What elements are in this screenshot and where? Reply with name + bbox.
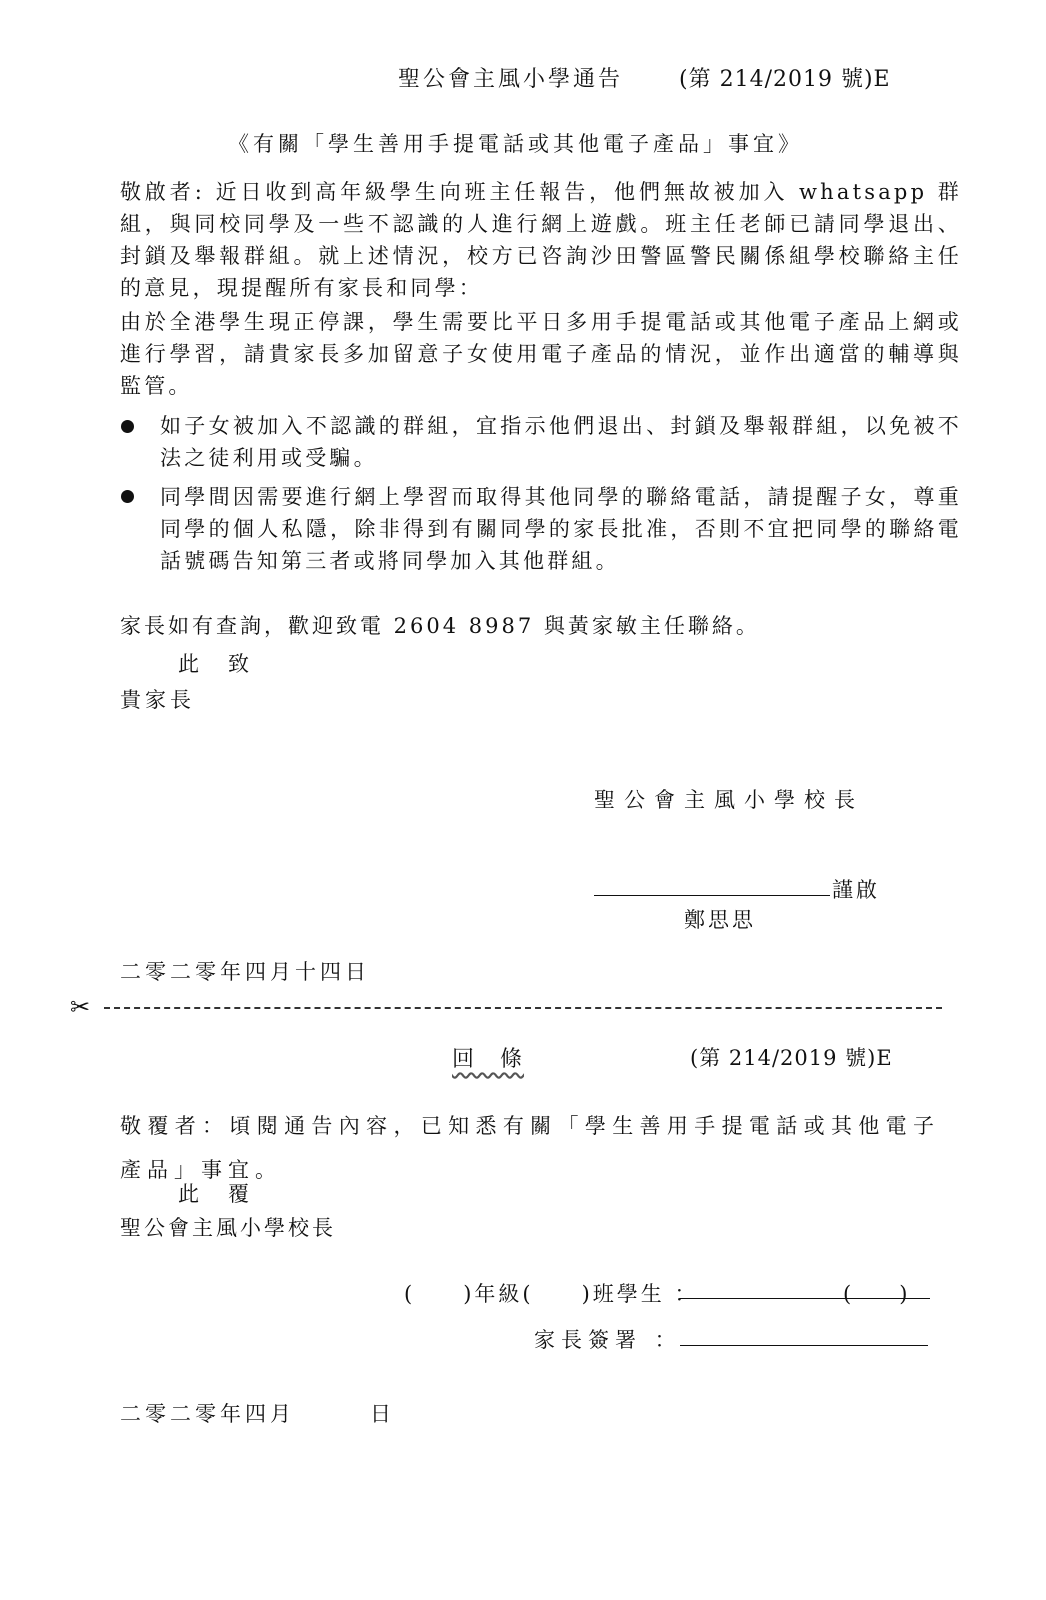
parent-signature-field[interactable] [680, 1345, 928, 1346]
signer-name: 鄭思思 [684, 908, 756, 932]
reply-paragraph: 敬覆者：頃閱通告內容，已知悉有關「學生善用手提電話或其他電子產品」事宜。 [120, 1114, 940, 1182]
bullet-item: 如子女被加入不認識的群組，宜指示他們退出、封鎖及舉報群組，以免被不法之徒利用或受騙。 [160, 414, 962, 470]
bullet-dot-icon [121, 490, 134, 503]
reply-addressee: 聖公會主風小學校長 [120, 1216, 336, 1240]
parent-signature-label: 家長簽署 ： [534, 1328, 682, 1352]
signoff-text: 謹啟 [832, 878, 880, 902]
cut-line [70, 995, 942, 1021]
reply-slip-title: 回 條 [452, 1047, 525, 1072]
signer-title: 聖公會主風小學校長 [594, 788, 864, 812]
student-number-field[interactable]: ( ) [843, 1282, 910, 1306]
reply-closing: 此 覆 [178, 1182, 253, 1206]
reply-number: (第 214/2019 號)E [690, 1046, 893, 1070]
notice-number: (第 214/2019 號)E [679, 67, 891, 92]
notice-paragraph-1: 敬啟者: 近日收到高年級學生向班主任報告，他們無故被加入 whatsapp 群組，與同校同學及一些不認識的人進行網上遊戲。班主任老師已請同學退出、封鎖及舉報群組。就上述情況，校方已咨詢沙田警區警民關係組學校聯絡主任的意見，現提醒所有家長和同學： [120, 180, 962, 300]
notice-date: 二零二零年四月十四日 [120, 960, 370, 984]
school-notice-heading: 聖公會主風小學通告 [398, 67, 624, 92]
notice-title [398, 62, 891, 93]
closing-line: 此 致 [178, 652, 253, 676]
student-field-label: ( )年級( )班學生 ： [404, 1282, 699, 1306]
notice-paragraph-2: 由於全港學生現正停課，學生需要比平日多用手提電話或其他電子產品上網或進行學習，請貴家長多加留意子女使用電子產品的情況，並作出適當的輔導與監管。 [120, 310, 962, 398]
scissors-icon: ✂ [70, 993, 91, 1021]
bullet-item: 同學間因需要進行網上學習而取得其他同學的聯絡電話，請提醒子女，尊重同學的個人私隱，除非得到有關同學的家長批准，否則不宜把同學的聯絡電話號碼告知第三者或將同學加入其他群組。 [160, 485, 962, 573]
enquiry-line: 家長如有查詢，歡迎致電 2604 8987 與黃家敏主任聯絡。 [120, 614, 760, 638]
addressee-line: 貴家長 [120, 688, 195, 712]
notice-subtitle: 《有關「學生善用手提電話或其他電子產品」事宜》 [228, 132, 803, 156]
dashed-divider [104, 1007, 942, 1009]
signature-line [594, 895, 830, 896]
reply-date: 二零二零年四月 日 [120, 1402, 395, 1426]
bullet-dot-icon [121, 420, 134, 433]
